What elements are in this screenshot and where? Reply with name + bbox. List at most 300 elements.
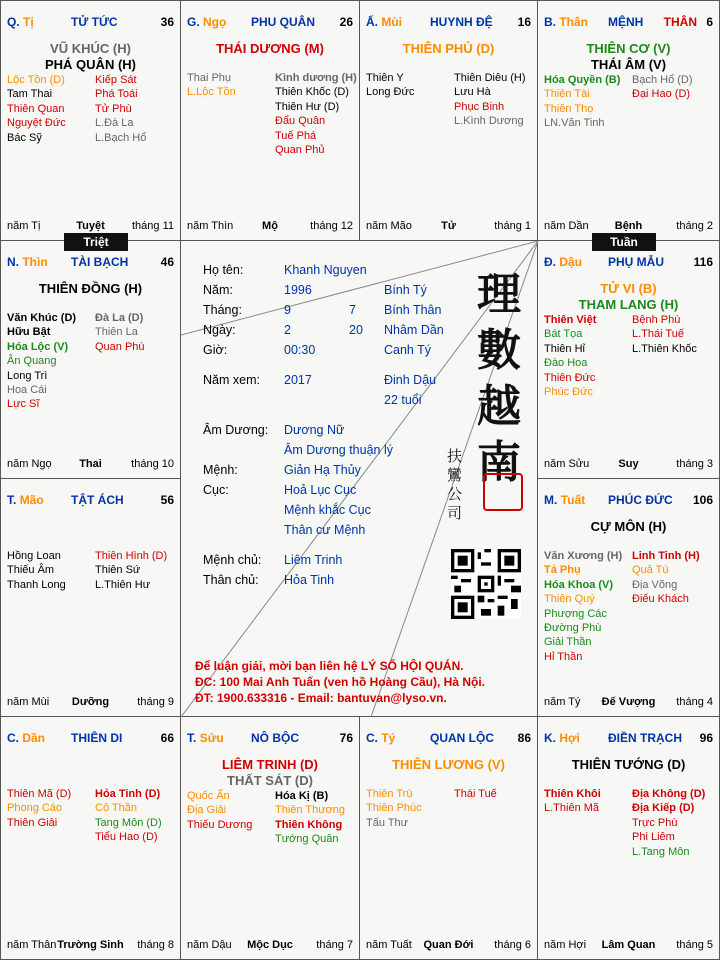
palace-stage: Trường Sinh: [57, 939, 124, 951]
minor-star: Hóa Lộc (V): [7, 340, 69, 353]
palace-year: năm Hợi: [544, 939, 587, 951]
palace-branch-name: Mão: [19, 493, 44, 507]
minor-stars-left: [366, 71, 414, 100]
palace-stage: Bệnh: [614, 220, 643, 232]
minor-stars-left: [544, 73, 620, 131]
palace-footer: [187, 939, 353, 953]
minor-stars-right: [632, 313, 697, 356]
palace-stem: T.: [187, 731, 197, 745]
hour-can-chi: Canh Tý: [384, 343, 432, 357]
main-star: THIÊN ĐỒNG (H): [38, 281, 143, 296]
palace-title: ĐIỀN TRẠCH: [608, 731, 682, 745]
palace-month: tháng 4: [676, 696, 713, 708]
minor-star: Thanh Long: [7, 578, 66, 591]
palace-header: [366, 15, 531, 29]
palace-month: tháng 2: [676, 220, 713, 232]
minor-star: Thai Phụ: [187, 72, 232, 84]
minor-star: Văn Khúc (D): [7, 312, 77, 324]
minor-star: L.Thái Tuế: [632, 328, 684, 341]
day-lunar: 20: [349, 323, 363, 337]
minor-star: Thiên La: [95, 326, 138, 339]
palace-stem: Q.: [7, 15, 20, 29]
palace-branch: [7, 493, 44, 507]
triet-badge: Triệt: [64, 233, 128, 251]
palace-header: [7, 15, 174, 29]
minor-star: Phục Binh: [454, 100, 505, 113]
menh-chu-label: Mệnh chủ:: [203, 553, 262, 567]
palace-mao: [0, 479, 181, 717]
palace-month: tháng 10: [131, 458, 174, 470]
minor-star: Thiên Diêu (H): [454, 72, 526, 84]
minor-stars-right: [95, 73, 146, 145]
minor-star: Lộc Tồn (D): [7, 74, 65, 86]
month-lunar: 7: [349, 303, 356, 317]
palace-branch: [7, 15, 34, 29]
palace-stem: N.: [7, 255, 19, 269]
palace-ty: [360, 717, 538, 960]
menh-value: Giản Hạ Thủy: [284, 463, 361, 477]
minor-star: Thiên Sứ: [95, 564, 141, 577]
minor-star: L.Lộc Tồn: [187, 86, 236, 99]
contact-address: ĐC: 100 Mai Anh Tuấn (ven hồ Hoàng Cầu), Hà Nội.: [195, 675, 486, 689]
minor-star: Điếu Khách: [632, 593, 689, 606]
palace-stem: C.: [366, 731, 378, 745]
minor-star: Thiên Quan: [7, 102, 65, 115]
minor-star: Quốc Ấn: [187, 790, 230, 802]
palace-header: [544, 255, 713, 269]
minor-star: Thiên Quý: [544, 593, 595, 606]
minor-stars-right: [454, 71, 526, 129]
palace-year: năm Dậu: [187, 939, 232, 951]
palace-year: năm Thìn: [187, 220, 234, 232]
palace-header: [187, 15, 353, 29]
minor-star: Thiếu Âm: [7, 564, 55, 577]
palace-footer: [544, 939, 713, 953]
palace-branch: [7, 731, 45, 745]
palace-branch: [544, 255, 582, 269]
minor-star: Linh Tinh (H): [632, 550, 700, 562]
minor-star: L.Thiên Khốc: [632, 342, 697, 355]
palace-title: THIÊN DI: [71, 731, 123, 745]
minor-star: Hồng Loan: [7, 550, 61, 562]
palace-title: NÔ BỘC: [251, 731, 299, 745]
palace-age-number: 56: [160, 493, 174, 507]
minor-star: Thiên Trù: [366, 788, 413, 800]
palace-title: TỬ TỨC: [71, 15, 118, 29]
minor-star: Tử Phù: [95, 102, 132, 115]
palace-month: tháng 12: [310, 220, 353, 232]
main-star: THÁI ÂM (V): [590, 57, 667, 72]
view-year-can-chi: Đinh Dậu: [384, 373, 437, 387]
tuan-badge: Tuần: [592, 233, 656, 251]
name-value: Khanh Nguyen: [284, 263, 367, 277]
than-marker: THÂN: [663, 15, 697, 29]
year-label: Năm:: [203, 283, 233, 297]
minor-stars-right: [632, 73, 693, 102]
palace-dan: [0, 717, 181, 960]
view-year-label: Năm xem:: [203, 373, 260, 387]
palace-branch: [544, 15, 588, 29]
main-star: THÁI DƯƠNG (M): [216, 41, 324, 56]
am-duong-value: Dương Nữ: [284, 423, 345, 437]
palace-month: tháng 5: [676, 939, 713, 951]
red-seal-stamp-icon: [483, 473, 523, 511]
palace-year: năm Tị: [7, 220, 41, 232]
palace-branch: [187, 731, 224, 745]
palace-than: [538, 0, 720, 241]
minor-star: Long Trì: [7, 369, 48, 382]
minor-star: Đường Phù: [544, 621, 602, 634]
minor-star: Thiên Việt: [544, 314, 597, 326]
main-star: THAM LANG (H): [578, 297, 679, 312]
palace-year: năm Tý: [544, 696, 581, 708]
palace-month: tháng 1: [494, 220, 531, 232]
minor-star: Tang Môn (D): [95, 816, 162, 829]
minor-star: Thiên Giải: [7, 816, 58, 829]
minor-star: Kình dương (H): [275, 72, 357, 84]
palace-stem: B.: [544, 15, 556, 29]
palace-stage: Mộ: [262, 220, 278, 232]
palace-branch: [544, 731, 580, 745]
palace-branch-name: Sửu: [199, 731, 224, 745]
minor-star: Thiên Tài: [544, 88, 590, 101]
minor-star: Địa Kiếp (D): [632, 802, 695, 815]
center-info-panel: [181, 241, 538, 717]
than-chu-value: Hỏa Tinh: [284, 573, 335, 587]
palace-age-number: 26: [339, 15, 353, 29]
minor-star: Lưu Hà: [454, 86, 491, 99]
palace-branch-name: Dần: [22, 731, 46, 745]
month-label: Tháng:: [203, 303, 242, 317]
palace-ngo: [181, 0, 360, 241]
minor-star: Thiên Hư (D): [275, 100, 340, 113]
palace-footer: [187, 220, 353, 234]
palace-title: PHU QUÂN: [251, 15, 316, 29]
minor-star: Nguyệt Đức: [7, 117, 66, 130]
palace-month: tháng 8: [137, 939, 174, 951]
palace-year: năm Tuất: [366, 939, 412, 951]
palace-month: tháng 6: [494, 939, 531, 951]
palace-branch-name: Hợi: [559, 731, 580, 745]
palace-footer: [544, 696, 713, 710]
minor-stars-right: [632, 787, 705, 859]
palace-stage: Dưỡng: [71, 696, 110, 708]
minor-star: L.Tang Môn: [632, 845, 690, 858]
minor-star: Quả Tú: [632, 564, 669, 577]
palace-age-number: 86: [517, 731, 531, 745]
logo-char-4: 南: [477, 437, 521, 488]
minor-stars-right: [275, 71, 357, 157]
palace-branch-name: Dậu: [559, 255, 583, 269]
palace-age-number: 96: [699, 731, 713, 745]
minor-star: Lực Sĩ: [7, 398, 40, 411]
qr-code-icon: [451, 549, 521, 619]
minor-stars-left: [544, 549, 622, 664]
palace-header: [544, 731, 713, 745]
palace-title: MỆNH: [608, 15, 644, 29]
palace-stem: Ấ.: [366, 15, 378, 29]
minor-star: Long Đức: [366, 86, 415, 99]
palace-suu: [181, 717, 360, 960]
main-star: THIÊN CƠ (V): [586, 41, 671, 56]
minor-star: Đào Hoa: [544, 357, 588, 370]
minor-star: Tuế Phá: [275, 129, 317, 142]
hour-value: 00:30: [284, 343, 316, 357]
palace-month: tháng 3: [676, 458, 713, 470]
minor-star: Bác Sỹ: [7, 131, 42, 144]
day-label: Ngày:: [203, 323, 236, 337]
minor-star: Thiên Hỉ: [544, 342, 585, 355]
minor-stars-left: [7, 549, 66, 592]
logo-char-3: 越: [477, 381, 521, 432]
minor-star: Hoa Cái: [7, 383, 47, 396]
minor-star: Bạch Hổ (D): [632, 74, 693, 86]
minor-stars-right: [454, 787, 497, 801]
minor-star: Thiên Đức: [544, 371, 596, 384]
palace-stage: Lâm Quan: [601, 939, 656, 951]
age-value: 22 tuổi: [384, 393, 422, 407]
palace-branch-name: Thìn: [22, 255, 48, 269]
palace-month: tháng 9: [137, 696, 174, 708]
palace-footer: [7, 458, 174, 472]
palace-header: [544, 493, 713, 507]
main-star: LIÊM TRINH (D): [221, 757, 319, 772]
main-star: PHÁ QUÂN (H): [45, 57, 136, 72]
minor-star: Ân Quang: [7, 355, 57, 368]
palace-stage: Suy: [618, 458, 639, 470]
cuc-note-2: Thân cư Mệnh: [284, 523, 366, 537]
minor-star: L.Bạch Hổ: [95, 131, 147, 144]
palace-ti: [0, 0, 181, 241]
logo-char-1: 理: [477, 269, 521, 320]
palace-footer: [7, 220, 174, 234]
palace-footer: [544, 220, 713, 234]
minor-star: L.Thiên Hư: [95, 578, 151, 591]
minor-star: Quan Phù: [95, 340, 145, 353]
palace-stage: Mộc Dục: [247, 939, 293, 951]
palace-footer: [366, 939, 531, 953]
minor-star: Hỉ Thần: [544, 650, 583, 663]
palace-age-number: 66: [160, 731, 174, 745]
palace-stage: Đế Vượng: [601, 696, 656, 708]
palace-title: HUYNH ĐỆ: [430, 15, 493, 29]
main-star: THẤT SÁT (D): [227, 773, 313, 788]
menh-chu-value: Liêm Trinh: [284, 553, 343, 567]
minor-star: Thiên Không: [275, 818, 343, 831]
palace-year: năm Mão: [366, 220, 412, 232]
main-star: THIÊN TƯỚNG (D): [571, 757, 686, 772]
minor-star: Phá Toái: [95, 88, 138, 101]
name-label: Họ tên:: [203, 263, 244, 277]
minor-star: Phong Cáo: [7, 802, 63, 815]
minor-star: Địa Không (D): [632, 788, 706, 800]
minor-star: Địa Võng: [632, 578, 678, 591]
palace-header: [366, 731, 531, 745]
minor-star: L.Kình Dương: [454, 115, 524, 128]
minor-star: Thiên Phúc: [366, 802, 422, 815]
palace-age-number: 106: [692, 493, 713, 507]
palace-header: [187, 731, 353, 745]
minor-stars-left: [187, 71, 236, 100]
palace-stage: Thai: [79, 458, 102, 470]
year-can-chi: Bính Tý: [384, 283, 427, 297]
contact-phone-email: ĐT: 1900.633316 - Email: bantuvan@lyso.vn.: [195, 691, 447, 705]
palace-mui: [360, 0, 538, 241]
palace-thin: [0, 241, 181, 479]
minor-star: Bệnh Phù: [632, 314, 681, 326]
palace-header: [7, 255, 174, 269]
palace-stage: Quan Đới: [423, 939, 474, 951]
palace-branch: [366, 15, 402, 29]
palace-stem: M.: [544, 493, 558, 507]
minor-star: Bát Tọa: [544, 328, 583, 341]
palace-stem: T.: [7, 493, 17, 507]
minor-star: Tam Thai: [7, 88, 53, 101]
palace-branch-name: Mùi: [381, 15, 403, 29]
palace-footer: [544, 458, 713, 472]
day-solar: 2: [284, 323, 291, 337]
palace-year: năm Mùi: [7, 696, 50, 708]
minor-star: L.Đà La: [95, 117, 134, 130]
main-star: THIÊN PHỦ (D): [402, 41, 495, 56]
palace-branch: [544, 493, 585, 507]
am-duong-label: Âm Dương:: [203, 423, 269, 437]
palace-stage: Tử: [441, 220, 456, 232]
minor-stars-left: [7, 787, 71, 830]
palace-stem: K.: [544, 731, 556, 745]
menh-label: Mệnh:: [203, 463, 238, 477]
than-chu-label: Thân chủ:: [203, 573, 259, 587]
minor-stars-left: [187, 789, 252, 832]
minor-stars-right: [95, 311, 145, 354]
cuc-note-1: Mệnh khắc Cục: [284, 503, 371, 517]
minor-star: Thiên Y: [366, 72, 404, 84]
minor-star: Thiếu Dương: [187, 818, 253, 831]
minor-star: Văn Xương (H): [544, 550, 623, 562]
year-value: 1996: [284, 283, 312, 297]
palace-title: PHÚC ĐỨC: [608, 493, 673, 507]
logo-char-2: 數: [477, 325, 521, 376]
minor-star: Tấu Thư: [366, 816, 409, 829]
minor-star: Thiên Thương: [275, 804, 346, 817]
palace-dau: [538, 241, 720, 479]
palace-age-number: 16: [517, 15, 531, 29]
palace-header: [7, 731, 174, 745]
palace-title: PHỤ MẪU: [608, 255, 664, 269]
minor-star: Kiếp Sát: [95, 74, 137, 86]
month-solar: 9: [284, 303, 291, 317]
palace-stem: G.: [187, 15, 200, 29]
minor-star: Hóa Kị (B): [275, 790, 329, 802]
palace-tuat: [538, 479, 720, 717]
main-star: VŨ KHÚC (H): [50, 41, 131, 56]
minor-star: Hữu Bật: [7, 326, 51, 339]
palace-branch: [366, 731, 395, 745]
palace-branch: [7, 255, 48, 269]
minor-star: Cô Thần: [95, 802, 137, 815]
minor-star: Đại Hao (D): [632, 88, 691, 101]
minor-stars-left: [366, 787, 422, 830]
minor-stars-left: [7, 73, 66, 145]
palace-title: TẬT ÁCH: [71, 493, 124, 507]
palace-stem: Đ.: [544, 255, 556, 269]
palace-age-number: 116: [693, 255, 713, 269]
main-star: TỬ VI (B): [600, 281, 657, 296]
palace-footer: [7, 939, 174, 953]
minor-stars-right: [275, 789, 345, 847]
palace-age-number: 76: [339, 731, 353, 745]
palace-stem: C.: [7, 731, 19, 745]
minor-star: Địa Giải: [187, 804, 227, 817]
minor-stars-left: [7, 311, 76, 412]
main-star: CỰ MÔN (H): [590, 519, 667, 534]
main-star: THIÊN LƯƠNG (V): [392, 757, 505, 772]
minor-star: L.Thiên Mã: [544, 802, 600, 815]
palace-header: [544, 15, 713, 29]
palace-month: tháng 7: [316, 939, 353, 951]
palace-month: tháng 11: [131, 220, 174, 232]
minor-star: Tả Phụ: [544, 564, 581, 577]
palace-branch-name: Thân: [559, 15, 589, 29]
minor-star: Quan Phủ: [275, 143, 325, 156]
minor-star: Trực Phù: [632, 816, 678, 829]
palace-branch-name: Tý: [381, 731, 396, 745]
minor-star: Thái Tuế: [454, 788, 497, 800]
palace-hoi: [538, 717, 720, 960]
am-duong-note: Âm Dương thuận lý: [284, 443, 393, 457]
palace-age-number: 46: [160, 255, 174, 269]
minor-star: Thiên Hình (D): [95, 550, 168, 562]
minor-star: Thiên Thọ: [544, 102, 594, 115]
palace-stage: Tuyệt: [76, 220, 105, 232]
palace-year: năm Thân: [7, 939, 57, 951]
minor-star: Đà La (D): [95, 312, 144, 324]
minor-stars-left: [544, 313, 596, 399]
palace-branch-name: Tuất: [560, 493, 586, 507]
minor-star: Thiên Khốc (D): [275, 86, 349, 99]
minor-stars-right: [95, 787, 162, 845]
month-can-chi: Bính Thân: [384, 303, 442, 317]
day-can-chi: Nhâm Dần: [384, 323, 444, 337]
palace-year: năm Sửu: [544, 458, 590, 470]
palace-branch: [187, 15, 226, 29]
hour-label: Giờ:: [203, 343, 228, 357]
contact-line-1: Để luận giải, mời bạn liên hệ LÝ SỐ HỘI QUÁN.: [195, 659, 464, 673]
minor-star: Hỏa Tinh (D): [95, 788, 161, 800]
palace-age-number: 6: [706, 15, 713, 29]
minor-stars-right: [632, 549, 700, 607]
palace-header: [7, 493, 174, 507]
palace-footer: [7, 696, 174, 710]
palace-year: năm Dần: [544, 220, 589, 232]
cuc-label: Cục:: [203, 483, 229, 497]
minor-star: Thiên Khôi: [544, 788, 601, 800]
minor-stars-right: [95, 549, 167, 592]
minor-star: Phi Liêm: [632, 831, 675, 844]
minor-star: Giải Thần: [544, 636, 592, 649]
palace-branch-name: Ngọ: [203, 15, 227, 29]
palace-title: TÀI BẠCH: [71, 255, 129, 269]
minor-star: Tướng Quân: [275, 833, 339, 846]
minor-star: Đẩu Quân: [275, 115, 326, 128]
minor-star: Phúc Đức: [544, 385, 593, 398]
logo-side-text: 扶 鸞 公 司: [447, 447, 463, 522]
palace-age-number: 36: [160, 15, 174, 29]
minor-star: Tiểu Hao (D): [95, 831, 158, 844]
palace-year: năm Ngọ: [7, 458, 52, 470]
minor-star: LN.Văn Tinh: [544, 117, 605, 130]
minor-star: Thiên Mã (D): [7, 788, 72, 800]
